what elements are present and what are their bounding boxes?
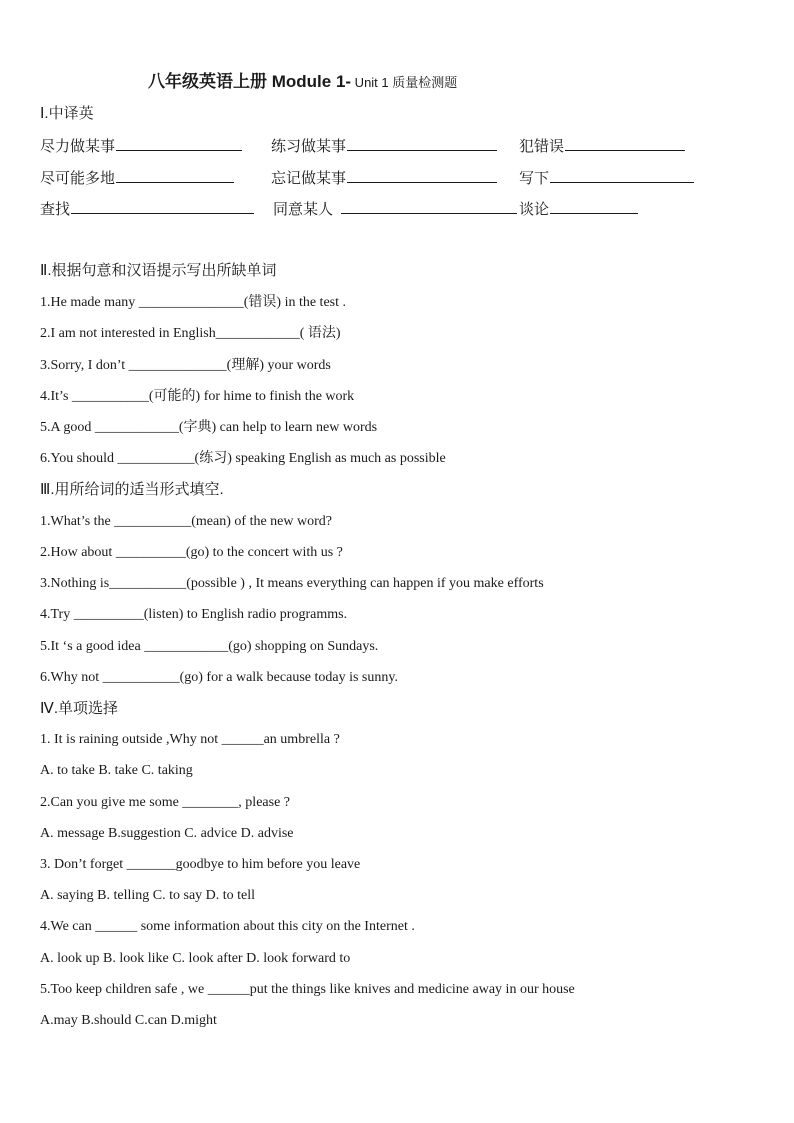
vocab-label: 写下 xyxy=(519,170,550,187)
answer-blank[interactable] xyxy=(347,136,497,151)
question-line: 1. It is raining outside ,Why not ______an umbrella ? xyxy=(40,732,340,747)
options-line: A. saying B. telling C. to say D. to tell xyxy=(40,888,256,903)
question-line: 2.Can you give me some ________, please ? xyxy=(40,795,291,810)
vocab-label: 练习做某事 xyxy=(271,138,347,155)
title-main: 八年级英语上册 Module 1- xyxy=(148,72,352,91)
vocab-item xyxy=(40,199,254,221)
answer-blank[interactable] xyxy=(116,136,242,151)
question-line: 4.Try __________(listen) to English radio programms. xyxy=(40,607,348,622)
vocab-item xyxy=(271,136,497,158)
vocab-item xyxy=(40,136,242,158)
vocab-label: 尽可能多地 xyxy=(40,170,116,187)
question-line: 4.It’s ___________(可能的) for hime to finish the work xyxy=(40,389,355,404)
vocab-label: 谈论 xyxy=(519,201,550,218)
question-line: 3.Sorry, I don’t ______________(理解) your words xyxy=(40,358,331,373)
document-title xyxy=(148,70,457,95)
question-line: 3.Nothing is___________(possible ) , It means everything can happen if you make efforts xyxy=(40,576,544,591)
section2-heading: Ⅱ.根据句意和汉语提示写出所缺单词 xyxy=(40,262,277,279)
answer-blank[interactable] xyxy=(341,199,517,214)
options-line: A. look up B. look like C. look after D. look forward to xyxy=(40,951,351,966)
answer-blank[interactable] xyxy=(71,199,254,214)
options-line: A. to take B. take C. taking xyxy=(40,763,193,778)
question-line: 2.I am not interested in English____________( 语法) xyxy=(40,326,341,341)
vocab-label: 查找 xyxy=(40,201,71,218)
section4-heading: Ⅳ.单项选择 xyxy=(40,700,119,717)
options-line: A. message B.suggestion C. advice D. advise xyxy=(40,826,294,841)
vocab-item xyxy=(519,199,638,221)
question-line: 5.A good ____________(字典) can help to learn new words xyxy=(40,420,378,435)
question-line: 5.It ‘s a good idea ____________(go) shopping on Sundays. xyxy=(40,639,379,654)
vocab-item xyxy=(519,168,694,190)
question-line: 6.You should ___________(练习) speaking English as much as possible xyxy=(40,451,446,466)
question-line: 1.He made many _______________(错误) in the test . xyxy=(40,295,347,310)
answer-blank[interactable] xyxy=(550,199,638,214)
title-sub: Unit 1 质量检测题 xyxy=(351,75,458,90)
question-line: 3. Don’t forget _______goodbye to him before you leave xyxy=(40,857,361,872)
vocab-label: 忘记做某事 xyxy=(271,170,347,187)
question-line: 1.What’s the ___________(mean) of the new word? xyxy=(40,514,332,529)
question-line: 4.We can ______ some information about this city on the Internet . xyxy=(40,919,415,934)
vocab-item xyxy=(273,199,517,221)
question-line: 6.Why not ___________(go) for a walk because today is sunny. xyxy=(40,670,398,685)
answer-blank[interactable] xyxy=(116,168,234,183)
vocab-label: 犯错误 xyxy=(519,138,565,155)
options-line: A.may B.should C.can D.might xyxy=(40,1013,217,1028)
section1-heading: Ⅰ.中译英 xyxy=(40,105,94,122)
vocab-item xyxy=(271,168,497,190)
question-line: 2.How about __________(go) to the concert with us ? xyxy=(40,545,343,560)
vocab-label: 尽力做某事 xyxy=(40,138,116,155)
section3-heading: Ⅲ.用所给词的适当形式填空. xyxy=(40,481,224,498)
vocab-item xyxy=(519,136,685,158)
vocab-label: 同意某人 xyxy=(273,201,334,218)
answer-blank[interactable] xyxy=(347,168,497,183)
question-line: 5.Too keep children safe , we ______put the things like knives and medicine away in our house xyxy=(40,982,575,997)
answer-blank[interactable] xyxy=(550,168,694,183)
vocab-item xyxy=(40,168,234,190)
answer-blank[interactable] xyxy=(565,136,685,151)
